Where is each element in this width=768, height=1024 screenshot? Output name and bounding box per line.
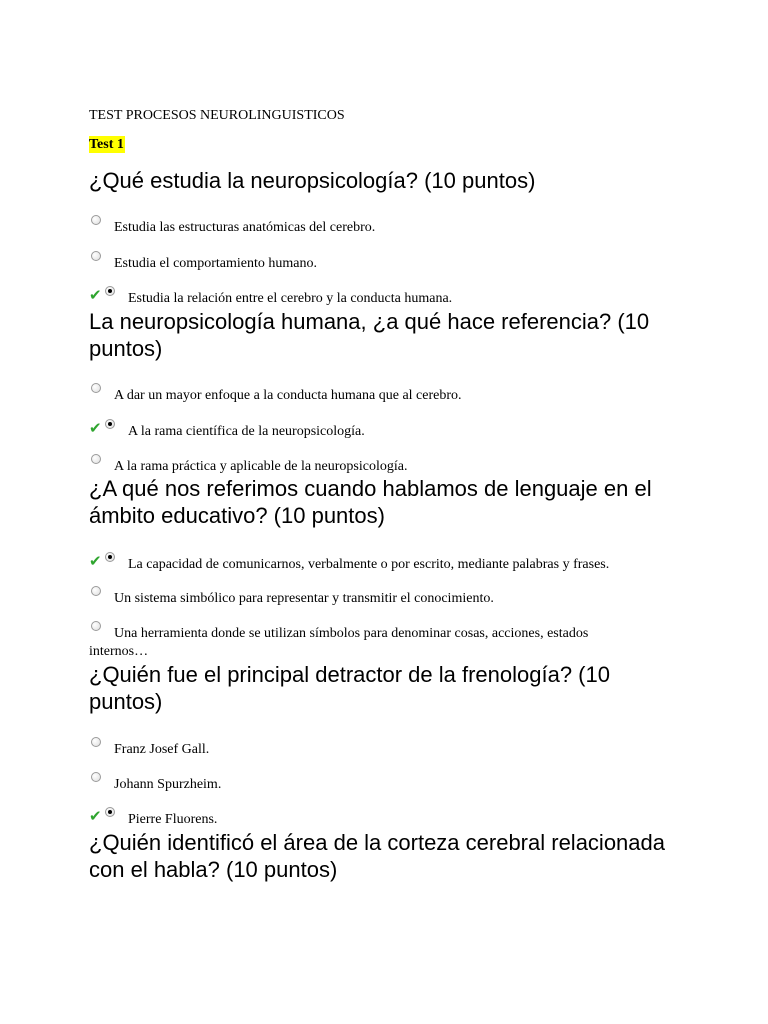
radio-button-icon[interactable] [105,552,115,562]
checkmark-icon: ✔ [89,286,102,304]
option-label: La capacidad de comunicarnos, verbalmente o por escrito, mediante palabras y frases. [128,557,610,572]
checkmark-icon: ✔ [89,807,102,825]
radio-button-icon[interactable] [91,383,101,393]
checkmark-icon: ✔ [89,419,102,437]
question-2: La neuropsicología humana, ¿a qué hace referencia? (10 puntos) [89,309,650,361]
option-label: A la rama científica de la neuropsicología. [128,424,365,439]
radio-button-icon[interactable] [91,251,101,261]
option-label: Estudia el comportamiento humano. [114,256,317,271]
option-label: Un sistema simbólico para representar y transmitir el conocimiento. [114,591,494,606]
option-label: Estudia las estructuras anatómicas del cerebro. [114,220,376,235]
question-1: ¿Qué estudia la neuropsicología? (10 puntos) [89,168,536,193]
radio-button-icon[interactable] [91,737,101,747]
option-label: Estudia la relación entre el cerebro y la conducta humana. [128,291,453,306]
test-label: Test 1 [89,137,124,152]
option-label: Johann Spurzheim. [114,777,222,792]
radio-button-icon[interactable] [105,807,115,817]
radio-button-icon[interactable] [105,419,115,429]
option-label: Franz Josef Gall. [114,742,210,757]
question-3: ¿A qué nos referimos cuando hablamos de lenguaje en el ámbito educativo? (10 puntos) [89,476,652,528]
radio-button-icon[interactable] [91,215,101,225]
option-label: Pierre Fluorens. [128,812,218,827]
checkmark-icon: ✔ [89,552,102,570]
option-label: A dar un mayor enfoque a la conducta humana que al cerebro. [114,388,462,403]
radio-button-icon[interactable] [91,772,101,782]
question-5: ¿Quién identificó el área de la corteza cerebral relacionada con el habla? (10 puntos) [89,830,665,882]
document-title: TEST PROCESOS NEUROLINGUISTICOS [89,108,345,123]
radio-button-icon[interactable] [91,586,101,596]
option-label: A la rama práctica y aplicable de la neuropsicología. [114,459,408,474]
radio-button-icon[interactable] [105,286,115,296]
option-label: Una herramienta donde se utilizan símbolos para denominar cosas, acciones, estados internos… [89,626,589,659]
radio-button-icon[interactable] [91,454,101,464]
question-4: ¿Quién fue el principal detractor de la frenología? (10 puntos) [89,662,610,714]
